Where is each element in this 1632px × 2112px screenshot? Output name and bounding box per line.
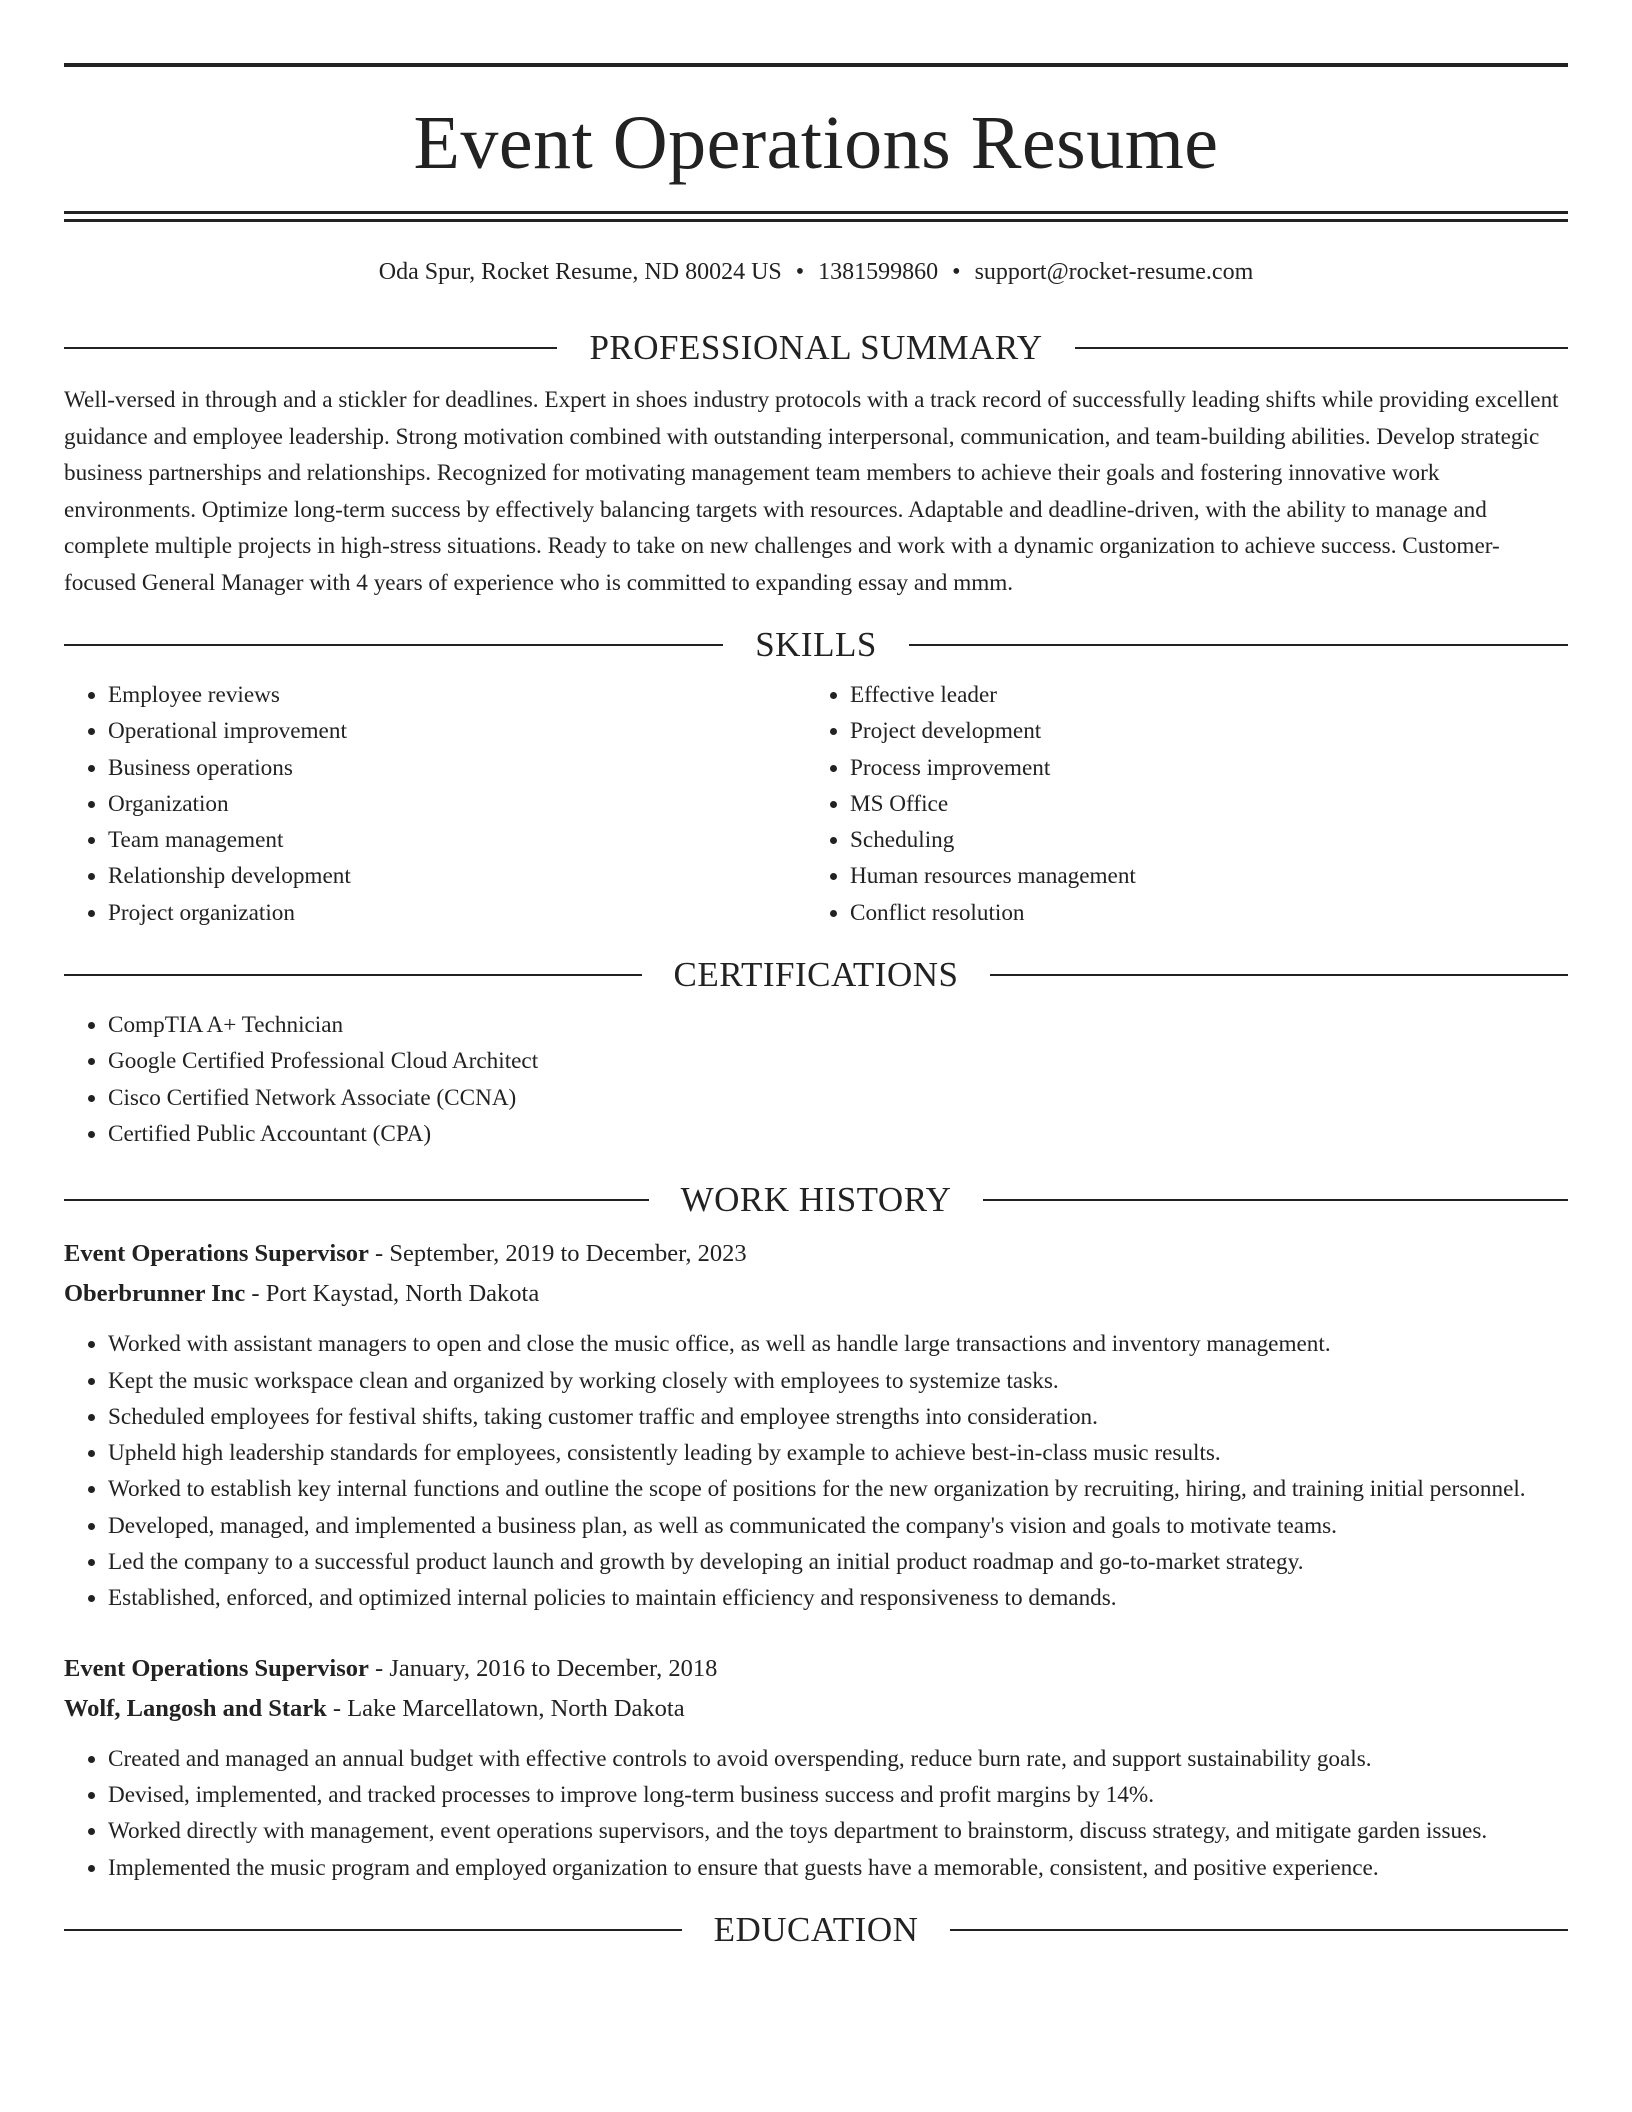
section-title-education: EDUCATION [713, 1909, 919, 1949]
section-rule [990, 974, 1568, 976]
job-company: Oberbrunner Inc [64, 1280, 246, 1308]
section-rule [64, 644, 723, 646]
skill-item: • Operational improvement [108, 713, 806, 749]
skill-item: • Human resources management [850, 858, 1548, 894]
section-title-summary: PROFESSIONAL SUMMARY [589, 328, 1043, 367]
job-company: Wolf, Langosh and Stark [64, 1694, 327, 1722]
section-header-work-history [64, 1180, 1568, 1220]
job-company-line [64, 1689, 1568, 1729]
job-title-line [64, 1234, 1568, 1274]
job-title: Event Operations Supervisor [64, 1240, 369, 1268]
job-title-line [64, 1649, 1568, 1689]
skill-item: • Conflict resolution [850, 895, 1548, 931]
job-bullet: • Established, enforced, and optimized internal policies to maintain efficiency and responsiveness to demands. [108, 1580, 1568, 1616]
top-rule [64, 63, 1568, 67]
skill-item: • Team management [108, 822, 806, 858]
skills-columns [64, 677, 1568, 931]
section-rule [64, 1199, 649, 1201]
job-bullet: • Worked directly with management, event operations supervisors, and the toys department to brainstorm, discuss strategy, and mitigate garden issues. [108, 1813, 1568, 1849]
job-bullet: • Worked to establish key internal functions and outline the scope of positions for the new organization by recruiting, hiring, and training initial personnel. [108, 1471, 1568, 1507]
contact-separator: • [795, 259, 805, 285]
job-bullet: • Led the company to a successful product launch and growth by developing an initial product roadmap and go-to-market strategy. [108, 1544, 1568, 1580]
job-company-line [64, 1274, 1568, 1314]
skill-item: • Business operations [108, 750, 806, 786]
section-rule [64, 347, 557, 349]
job-bullet: • Worked with assistant managers to open and close the music office, as well as handle large transactions and inventory management. [108, 1326, 1568, 1362]
certification-item: • Cisco Certified Network Associate (CCNA) [108, 1080, 1568, 1116]
skill-item: • Process improvement [850, 750, 1548, 786]
job-entry [64, 1234, 1568, 1616]
section-header-skills [64, 625, 1568, 665]
job-bullet: • Devised, implemented, and tracked processes to improve long-term business success and profit margins by 14%. [108, 1777, 1568, 1813]
contact-address: Oda Spur, Rocket Resume, ND 80024 US [378, 259, 782, 285]
job-bullet: • Scheduled employees for festival shifts, taking customer traffic and employee strengths into consideration. [108, 1399, 1568, 1435]
section-title-skills: SKILLS [755, 625, 877, 664]
contact-phone[interactable]: 1381599860 [818, 259, 939, 285]
contact-separator: • [952, 259, 961, 285]
skills-column-right [806, 677, 1548, 931]
contact-line [64, 256, 1568, 288]
section-rule [983, 1199, 1568, 1201]
job-location: - Lake Marcellatown, North Dakota [332, 1694, 685, 1722]
job-entry [64, 1649, 1568, 1886]
resume-page [64, 0, 1568, 1950]
job-title: Event Operations Supervisor [64, 1654, 369, 1682]
section-rule [909, 644, 1568, 646]
certification-item: • CompTIA A+ Technician [108, 1007, 1568, 1043]
section-rule [64, 1929, 682, 1931]
section-title-work-history: WORK HISTORY [680, 1180, 952, 1220]
job-bullet: • Developed, managed, and implemented a business plan, as well as communicated the company's vision and goals to motivate teams. [108, 1508, 1568, 1544]
job-location: - Port Kaystad, North Dakota [251, 1280, 540, 1308]
section-rule [950, 1929, 1568, 1931]
certification-item: • Google Certified Professional Cloud Architect [108, 1043, 1568, 1079]
section-header-summary [64, 328, 1568, 368]
job-dates: - January, 2016 to December, 2018 [375, 1654, 718, 1682]
page-title: Event Operations Resume [413, 101, 1219, 185]
skill-item: • Organization [108, 786, 806, 822]
job-dates: - September, 2019 to December, 2023 [375, 1240, 747, 1268]
skill-item: • Project development [850, 713, 1548, 749]
contact-email[interactable]: support@rocket-resume.com [974, 259, 1254, 285]
job-bullet: • Implemented the music program and employed organization to ensure that guests have a memorable, consistent, and positive experience. [108, 1850, 1568, 1886]
title-double-rule [64, 211, 1568, 222]
section-header-certifications [64, 955, 1568, 995]
certifications-list [64, 1007, 1568, 1152]
skill-item: • Relationship development [108, 858, 806, 894]
skill-item: • Effective leader [850, 677, 1548, 713]
skills-column-left [64, 677, 806, 931]
certification-item: • Certified Public Accountant (CPA) [108, 1116, 1568, 1152]
summary-text: Well-versed in through and a stickler for deadlines. Expert in shoes industry protocols with a track record of successfully leading shifts while providing excellent guidance and employee leadership. Strong motivation combined with outstanding interpersonal, communication, and team-building abilities. Develop strategic business partnerships and relationships. Recognized for motivating management team members to achieve their goals and fostering innovative work environments. Optimize long-term success by effectively balancing targets with resources. Adaptable and deadline-driven, with the ability to manage and complete multiple projects in high-stress situations. Ready to take on new challenges and work with a dynamic organization to achieve success. Customer-focused General Manager with 4 years of experience who is committed to expanding essay and mmm. [64, 387, 1559, 596]
section-rule [64, 974, 642, 976]
section-header-education [64, 1910, 1568, 1950]
section-rule [1075, 347, 1568, 349]
skill-item: • Employee reviews [108, 677, 806, 713]
skill-item: • MS Office [850, 786, 1548, 822]
job-bullet: • Created and managed an annual budget with effective controls to avoid overspending, reduce burn rate, and support sustainability goals. [108, 1741, 1568, 1777]
skill-item: • Scheduling [850, 822, 1548, 858]
section-title-certifications: CERTIFICATIONS [673, 955, 959, 995]
job-bullet: • Kept the music workspace clean and organized by working closely with employees to systemize tasks. [108, 1363, 1568, 1399]
skill-item: • Project organization [108, 895, 806, 931]
job-bullet: • Upheld high leadership standards for employees, consistently leading by example to achieve best-in-class music results. [108, 1435, 1568, 1471]
